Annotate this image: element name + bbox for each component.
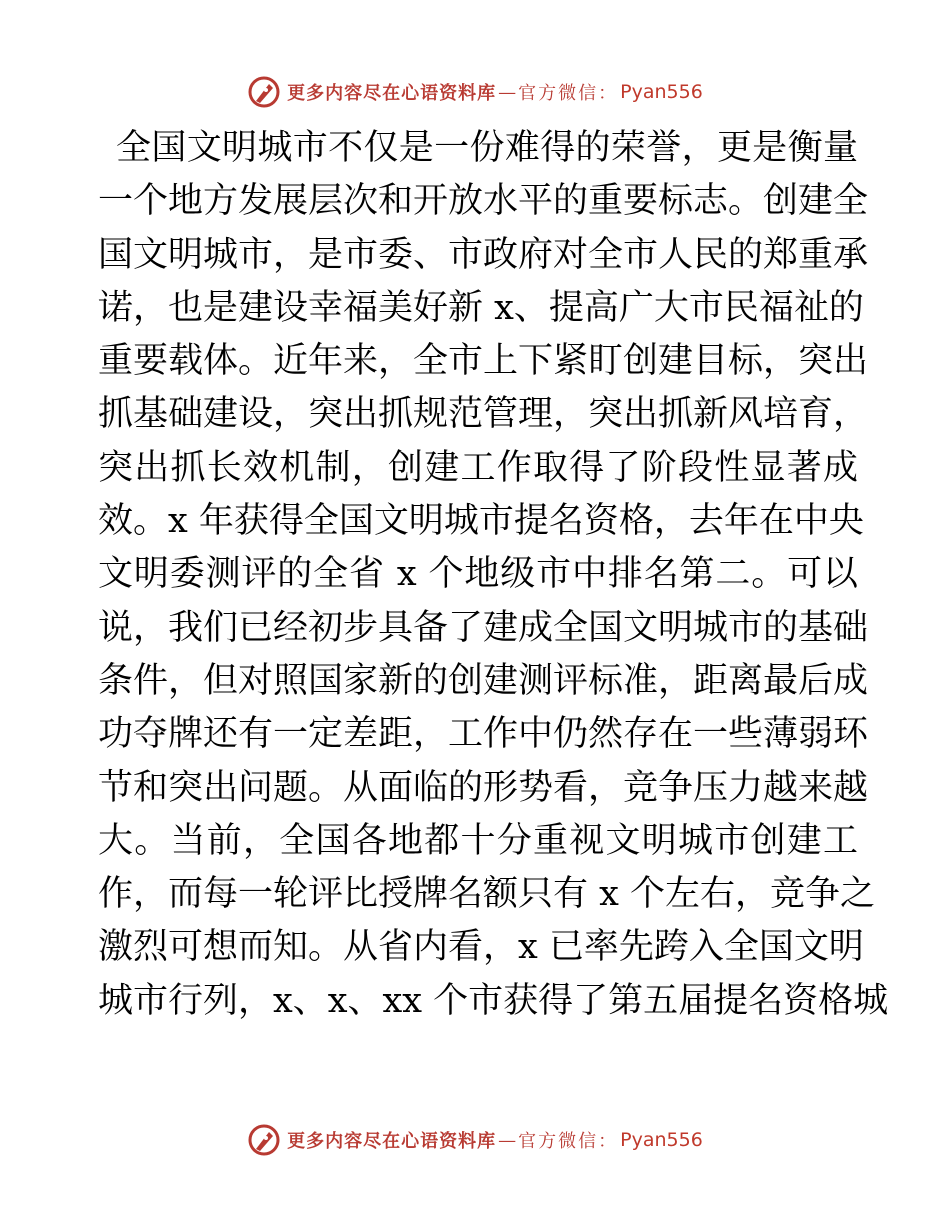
body-line: 大。当前，全国各地都十分重视文明城市创建工 <box>98 820 858 861</box>
footer-separator: — <box>498 1129 517 1151</box>
body-line: 突出抓长效机制，创建工作取得了阶段性显著成 <box>98 447 858 488</box>
page-footer-watermark <box>0 1120 950 1160</box>
body-line: 节和突出问题。从面临的形势看，竞争压力越来越 <box>98 767 869 808</box>
header-brand-text: 更多内容尽在心语资料库 <box>287 83 497 104</box>
body-line: 国文明城市，是市委、市政府对全市人民的郑重承 <box>98 234 869 275</box>
body-line: 重要载体。近年来，全市上下紧盯创建目标，突出 <box>98 341 869 382</box>
body-line: 效。x 年获得全国文明城市提名资格，去年在中央 <box>98 501 864 542</box>
header-wechat-label: 官方微信： <box>518 83 619 104</box>
page-header-watermark <box>0 72 950 112</box>
body-line: 一个地方发展层次和开放水平的重要标志。创建全 <box>98 181 869 222</box>
document-body <box>98 122 889 1028</box>
body-line: 激烈可想而知。从省内看，x 已率先跨入全国文明 <box>98 927 864 968</box>
body-line: 城市行列，x、x、xx 个市获得了第五届提名资格城 <box>98 980 889 1021</box>
pen-nib-circle-logo-icon <box>247 75 281 109</box>
body-line: 条件，但对照国家新的创建测评标准，距离最后成 <box>98 660 869 701</box>
header-wechat-id: Pyan556 <box>620 81 703 103</box>
body-line: 作，而每一轮评比授牌名额只有 x 个左右，竞争之 <box>98 874 875 915</box>
footer-brand-text: 更多内容尽在心语资料库 <box>287 1131 497 1152</box>
body-line: 文明委测评的全省 x 个地级市中排名第二。可以 <box>98 554 858 595</box>
body-line: 说，我们已经初步具备了建成全国文明城市的基础 <box>98 607 869 648</box>
footer-wechat-id: Pyan556 <box>620 1129 703 1151</box>
body-line: 功夺牌还有一定差距，工作中仍然存在一些薄弱环 <box>98 714 869 755</box>
header-separator: — <box>498 81 517 103</box>
pen-nib-circle-logo-icon <box>247 1123 281 1157</box>
footer-wechat-label: 官方微信： <box>518 1131 619 1152</box>
body-line: 诺，也是建设幸福美好新 x、提高广大市民福祉的 <box>98 287 864 328</box>
body-line: 全国文明城市不仅是一份难得的荣誉，更是衡量 <box>116 128 858 168</box>
body-line: 抓基础建设，突出抓规范管理，突出抓新风培育， <box>98 394 869 435</box>
